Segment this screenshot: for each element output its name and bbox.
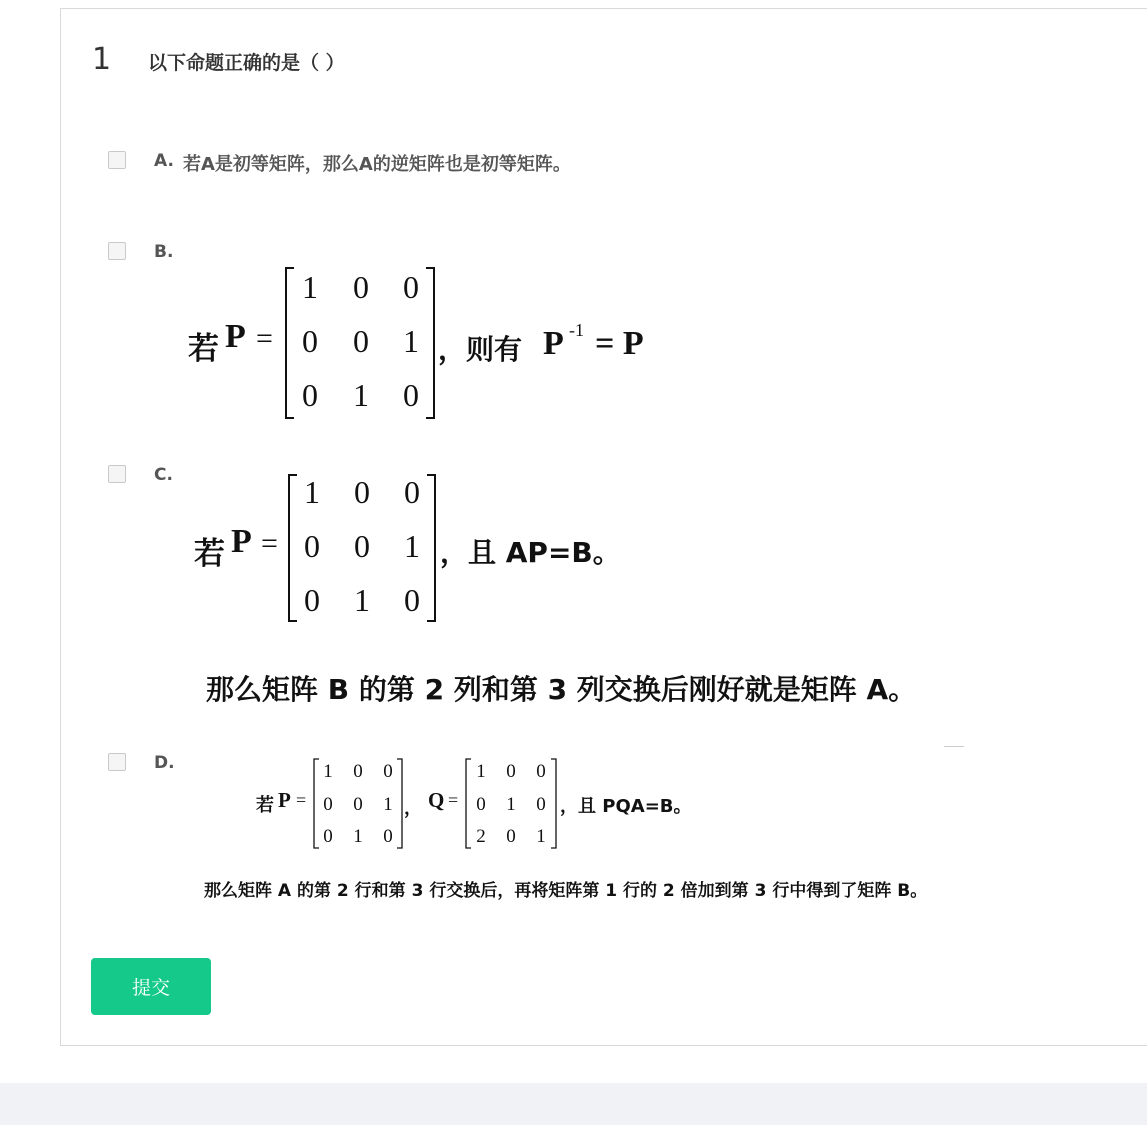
option-c-line2: 那么矩阵 B 的第 2 列和第 3 列交换后刚好就是矩阵 A。 xyxy=(206,673,917,706)
option-c-prefix: 若 xyxy=(194,536,225,572)
option-a-text: 若A是初等矩阵，那么A的逆矩阵也是初等矩阵。 xyxy=(183,154,571,175)
option-c-matrix-p xyxy=(287,473,437,625)
option-d-after: ，且 PQA=B。 xyxy=(560,796,692,817)
option-a-label: A. xyxy=(154,151,174,171)
option-c-eq: = xyxy=(261,527,278,560)
matrix-cell: 2 xyxy=(476,826,486,847)
option-d-checkbox[interactable] xyxy=(108,753,126,771)
option-d-matrix-q xyxy=(465,758,557,850)
option-b-rhs-sup: -1 xyxy=(569,320,584,340)
matrix-cell: 0 xyxy=(323,826,333,847)
option-b-rhs-base: P xyxy=(543,325,564,362)
option-a-checkbox[interactable] xyxy=(108,151,126,169)
matrix-cell: 0 xyxy=(302,377,318,413)
left-bracket xyxy=(289,475,297,621)
matrix-cell: 1 xyxy=(302,269,318,305)
option-b-checkbox[interactable] xyxy=(108,242,126,260)
option-c-checkbox[interactable] xyxy=(108,465,126,483)
matrix-cell: 0 xyxy=(403,377,419,413)
option-c-after: ，且 AP=B。 xyxy=(440,536,621,569)
option-d-q-name: Q xyxy=(428,788,445,812)
option-d-eq-q: = xyxy=(448,790,459,810)
matrix-cell: 0 xyxy=(354,474,370,510)
option-b-formula xyxy=(188,262,668,424)
option-d-label: D. xyxy=(154,753,175,773)
matrix-cell: 0 xyxy=(353,761,363,782)
matrix-cell: 0 xyxy=(304,528,320,564)
matrix-cell: 1 xyxy=(353,826,363,847)
option-b-matrix-p xyxy=(284,266,436,422)
option-b-matrix-name: P xyxy=(225,318,246,355)
matrix-cell: 1 xyxy=(476,761,486,782)
right-bracket xyxy=(426,268,434,418)
option-b-then: ，则有 xyxy=(438,333,523,366)
matrix-cell: 0 xyxy=(383,761,393,782)
left-bracket xyxy=(286,268,294,418)
matrix-cell: 0 xyxy=(353,323,369,359)
right-bracket xyxy=(397,759,402,848)
option-c-matrix-name: P xyxy=(231,523,252,560)
option-c-label: C. xyxy=(154,465,173,485)
matrix-cell: 1 xyxy=(404,528,420,564)
matrix-cell: 0 xyxy=(506,826,516,847)
option-b-eq: = xyxy=(256,322,273,355)
matrix-cell: 0 xyxy=(404,474,420,510)
matrix-cell: 1 xyxy=(536,826,546,847)
footer-band xyxy=(0,1083,1147,1125)
option-d-line2: 那么矩阵 A 的第 2 行和第 3 行交换后，再将矩阵第 1 行的 2 倍加到第 3 行中得到了矩阵 B。 xyxy=(204,881,928,901)
question-number: 1 xyxy=(92,42,112,77)
left-bracket xyxy=(466,759,471,848)
matrix-cell: 0 xyxy=(403,269,419,305)
matrix-cell: 0 xyxy=(304,582,320,618)
matrix-cell: 0 xyxy=(354,528,370,564)
option-d-matrix-p xyxy=(313,758,403,850)
matrix-cell: 0 xyxy=(323,794,333,815)
right-bracket xyxy=(427,475,435,621)
matrix-cell: 0 xyxy=(404,582,420,618)
matrix-cell: 1 xyxy=(403,323,419,359)
matrix-cell: 0 xyxy=(536,761,546,782)
matrix-cell: 1 xyxy=(353,377,369,413)
option-d-p-name: P xyxy=(278,788,291,812)
option-c-formula xyxy=(194,469,654,629)
matrix-cell: 0 xyxy=(302,323,318,359)
matrix-cell: 1 xyxy=(354,582,370,618)
option-b-prefix: 若 xyxy=(188,331,219,367)
option-d-sep: ， xyxy=(404,798,422,819)
right-bracket xyxy=(551,759,556,848)
option-b-rhs: = P xyxy=(595,325,644,362)
matrix-cell: 1 xyxy=(383,794,393,815)
matrix-cell: 1 xyxy=(304,474,320,510)
matrix-cell: 0 xyxy=(353,269,369,305)
option-d-prefix: 若 xyxy=(256,795,274,816)
matrix-cell: 0 xyxy=(506,761,516,782)
option-d-formula xyxy=(256,756,696,852)
option-b-label: B. xyxy=(154,242,174,262)
divider-mark xyxy=(944,746,964,747)
matrix-cell: 0 xyxy=(383,826,393,847)
question-title: 以下命题正确的是（ ） xyxy=(148,52,345,74)
matrix-cell: 1 xyxy=(506,794,516,815)
left-bracket xyxy=(314,759,319,848)
matrix-cell: 0 xyxy=(536,794,546,815)
matrix-cell: 1 xyxy=(323,761,333,782)
matrix-cell: 0 xyxy=(476,794,486,815)
option-d-eq-p: = xyxy=(296,790,307,810)
matrix-cell: 0 xyxy=(353,794,363,815)
submit-button[interactable]: 提交 xyxy=(91,958,211,1015)
